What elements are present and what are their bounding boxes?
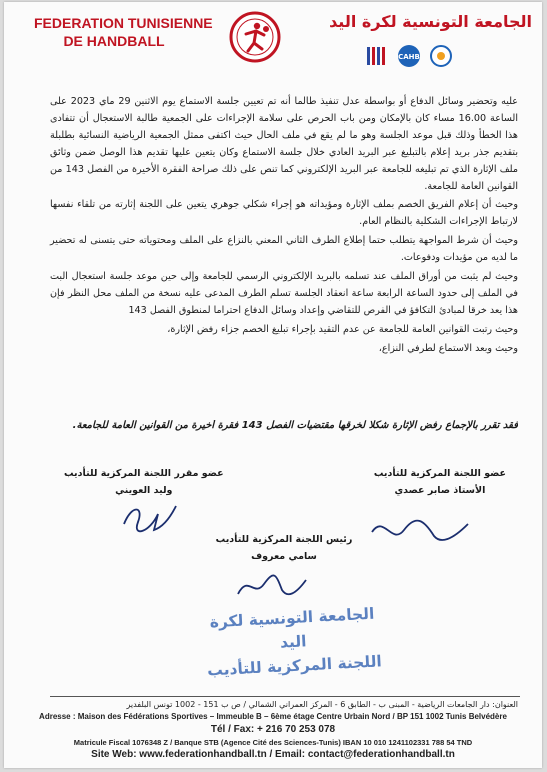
signer-name: الأستاذ صابر عصدي (394, 485, 486, 496)
official-stamp (199, 601, 388, 680)
paragraph: وحيث أن إعلام الفريق الخصم بملف الإثارة ومؤيداته هو إجراء شكلي جوهري يتعين على اللجنة إثارته من تلقاء نفسها لارتباط الإجراءات الشكلية بالنظام العام. (50, 199, 518, 228)
footer-web-email: Site Web: www.federationhandball.tn / Email: contact@federationhandball.tn (91, 749, 455, 760)
footer-address-fr (4, 712, 542, 721)
federation-name-fr-line2: DE HANDBALL (63, 33, 165, 49)
cahb-logo-icon (396, 44, 422, 68)
signer-title: رئيس اللجنة المركزية للتأديب (215, 534, 353, 545)
signer-name: سامي معروف (251, 551, 317, 562)
signer-name: وليد العويني (115, 485, 173, 496)
signature-block-center (209, 534, 359, 562)
footer-address-label: Adresse : (39, 712, 76, 721)
final-decision: فقد تقرر بالإجماع رفض الإثارة شكلا لخرقها مقتضيات الفصل 143 فقرة أخيرة من القوانين العامة للجامعة. (72, 420, 518, 431)
ftbh-logo-icon (226, 7, 284, 67)
footer-address-value: Maison des Fédérations Sportives – Immeuble B – 6ème étage Centre Urbain Nord / BP 151 1002 Tunis Belvédère (77, 712, 507, 721)
letterhead-footer (4, 696, 542, 768)
decision-body (50, 94, 518, 360)
signature-block-left (64, 468, 224, 496)
signer-title: عضو اللجنة المركزية للتأديب (373, 468, 506, 479)
paragraph: وحيث رتبت القوانين العامة للجامعة عن عدم التقيد بإجراء تبليغ الخصم جزاء رفض الإثارة، (167, 323, 518, 335)
footer-address-ar: العنوان: دار الجامعات الرياضية - المبنى ب - الطابق 6 - المركز العمراني الشمالي / ص ب 151 - 1002 تونس البلفدير (126, 700, 518, 709)
federation-name-fr-line1: FEDERATION TUNISIENNE (34, 15, 213, 31)
stamp-line2: اللجنة المركزية للتأديب (206, 652, 383, 680)
signature-block-right (374, 468, 506, 496)
signature-right-icon (364, 510, 474, 554)
stamp-line1: الجامعة التونسية لكرة اليد (209, 604, 375, 652)
paragraph: وحيث أن شرط المواجهة يتطلب حتما إطلاع الطرف الثاني المعني بالنزاع على الملف ومحتوياته حتى يتسنى له تحضير ما لديه من مؤيدات ودفوعات. (50, 235, 518, 264)
paragraph: وحيث وبعد الاستماع لطرفي النزاع، (378, 342, 518, 354)
document-page (4, 2, 542, 768)
signer-title: عضو مقرر اللجنة المركزية للتأديب (64, 468, 224, 479)
footer-divider (50, 696, 520, 697)
footer-matricule: Matricule Fiscal 1076348 Z / Banque STB (Agence Cité des Sciences-Tunis) IBAN 10 010 1241102331 788 54 TND (73, 738, 473, 747)
paragraph: وحيث لم يثبت من أوراق الملف عند تسلمه بالبريد الإلكتروني الرسمي للجامعة وإلى حين موعد جلسة استعجال البت في الملف إلى حدود الساعة الرابعة ساعة انعقاد الجلسة تسلم الطرف المدعى عليه نسخة من الملف محل النظر فإن هذا يعد خرقا لمبادئ التكافؤ في الفرص للتقاضي وإعداد وسائل الدفاع احتراما لمنطوق الفصل 143 (50, 271, 518, 316)
ihf-logo-icon (428, 44, 454, 68)
federation-name-fr (34, 14, 213, 50)
federation-name-ar: الجامعة التونسية لكرة اليد (329, 12, 532, 31)
footer-tel-fax: Tél / Fax: + 216 70 253 078 (210, 724, 336, 735)
signature-left-icon (114, 496, 184, 538)
cahb-label: CAHB (398, 53, 420, 61)
olympic-committee-logo-icon (364, 44, 390, 68)
signature-center-icon (232, 568, 312, 608)
paragraph: عليه وتحضير وسائل الدفاع أو بواسطة عدل تنفيذ طالما أنه تم تعيين جلسة الاستماع يوم الاثنين 29 ماي 2023 على الساعة 16.00 مساء كان بالإمكان ومن باب الحرص على سلامة الإجراءات على الجمعية طالبة الاستعجال أن تتفادى هذا الخطأ وذلك قبل موعد الجلسة وهو ما لم يقع في ملف الحال حيث اكتفى ممثل الجمعية الرياضية النسائية بطلبلة بتقديم جذر بريد إعلام بالتبليغ عبر البريد العادي خلال جلسة الاستماع وكان يتعين عليها تقديم هذا الوصل ضمن وثائق ملف الإثارة الذي تم تبليغه للجامعة عبر البريد الإلكتروني كما تنص على ذلك صراحة الفقرة الأخيرة من الفصل 143 من القوانين العامة للجامعة. (50, 96, 519, 192)
